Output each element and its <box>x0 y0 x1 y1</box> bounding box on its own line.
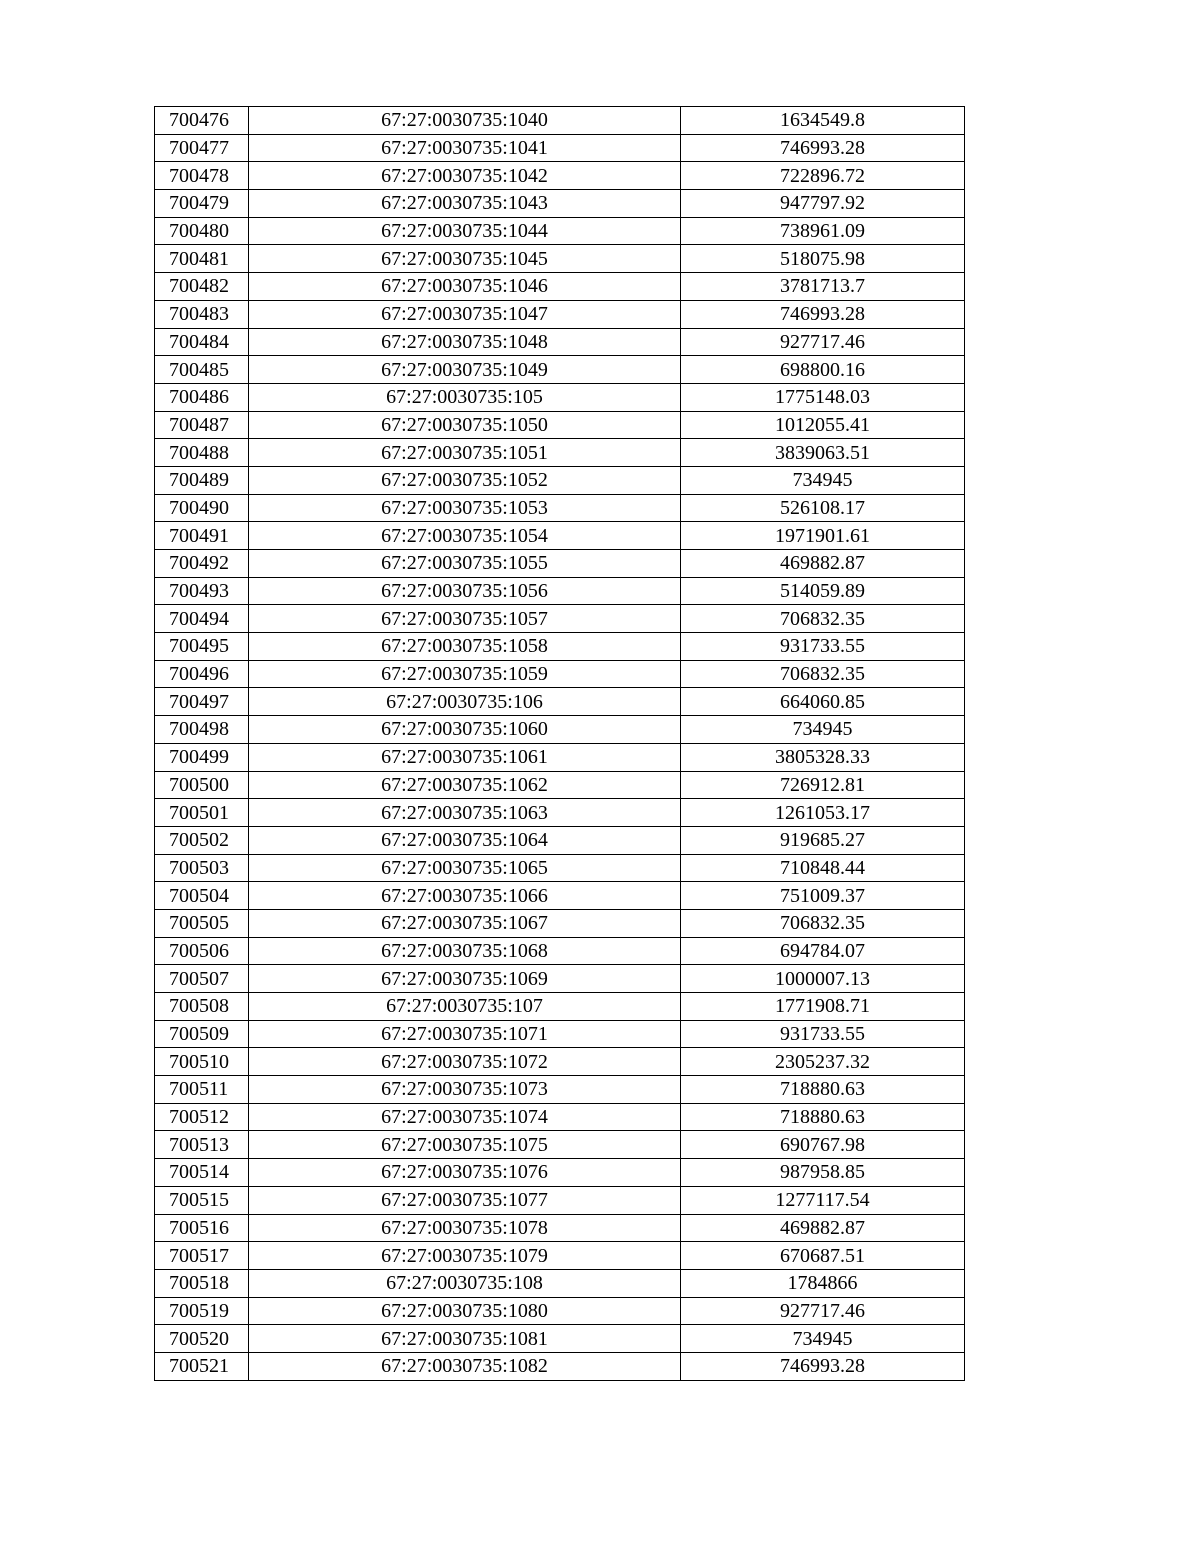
row-number-cell: 700486 <box>155 383 249 411</box>
table-row <box>155 1325 965 1353</box>
table-row <box>155 743 965 771</box>
cadastral-number-cell: 67:27:0030735:1065 <box>249 854 681 882</box>
cadastral-number-cell: 67:27:0030735:1043 <box>249 190 681 218</box>
row-number-cell: 700515 <box>155 1186 249 1214</box>
table-row <box>155 134 965 162</box>
cadastral-value-cell: 3805328.33 <box>681 743 965 771</box>
row-number-cell: 700499 <box>155 743 249 771</box>
cadastral-value-cell: 738961.09 <box>681 217 965 245</box>
cadastral-value-cell: 919685.27 <box>681 826 965 854</box>
table-row <box>155 605 965 633</box>
cadastral-number-cell: 67:27:0030735:1054 <box>249 522 681 550</box>
cadastral-number-cell: 67:27:0030735:1045 <box>249 245 681 273</box>
row-number-cell: 700484 <box>155 328 249 356</box>
row-number-cell: 700502 <box>155 826 249 854</box>
table-row <box>155 633 965 661</box>
cadastral-number-cell: 67:27:0030735:1069 <box>249 965 681 993</box>
cadastral-number-cell: 67:27:0030735:107 <box>249 993 681 1021</box>
cadastral-value-cell: 1261053.17 <box>681 799 965 827</box>
cadastral-value-cell: 718880.63 <box>681 1103 965 1131</box>
table-row <box>155 328 965 356</box>
row-number-cell: 700493 <box>155 577 249 605</box>
cadastral-value-cell: 726912.81 <box>681 771 965 799</box>
row-number-cell: 700510 <box>155 1048 249 1076</box>
row-number-cell: 700482 <box>155 273 249 301</box>
table-row <box>155 522 965 550</box>
cadastral-value-cell: 3839063.51 <box>681 439 965 467</box>
cadastral-number-cell: 67:27:0030735:1062 <box>249 771 681 799</box>
cadastral-number-cell: 67:27:0030735:1047 <box>249 300 681 328</box>
cadastral-value-cell: 706832.35 <box>681 605 965 633</box>
cadastral-value-cell: 1775148.03 <box>681 383 965 411</box>
row-number-cell: 700481 <box>155 245 249 273</box>
cadastral-value-cell: 1000007.13 <box>681 965 965 993</box>
row-number-cell: 700494 <box>155 605 249 633</box>
cadastral-number-cell: 67:27:0030735:1052 <box>249 466 681 494</box>
table-row <box>155 716 965 744</box>
table-row <box>155 466 965 494</box>
table-row <box>155 1297 965 1325</box>
table-row <box>155 383 965 411</box>
row-number-cell: 700516 <box>155 1214 249 1242</box>
table-row <box>155 1186 965 1214</box>
cadastral-value-cell: 3781713.7 <box>681 273 965 301</box>
row-number-cell: 700476 <box>155 107 249 135</box>
row-number-cell: 700480 <box>155 217 249 245</box>
cadastral-value-cell: 698800.16 <box>681 356 965 384</box>
cadastral-value-cell: 718880.63 <box>681 1076 965 1104</box>
row-number-cell: 700479 <box>155 190 249 218</box>
row-number-cell: 700501 <box>155 799 249 827</box>
row-number-cell: 700495 <box>155 633 249 661</box>
table-row <box>155 550 965 578</box>
row-number-cell: 700491 <box>155 522 249 550</box>
cadastral-value-cell: 518075.98 <box>681 245 965 273</box>
cadastral-value-cell: 746993.28 <box>681 134 965 162</box>
row-number-cell: 700514 <box>155 1159 249 1187</box>
cadastral-value-cell: 469882.87 <box>681 550 965 578</box>
cadastral-value-cell: 1277117.54 <box>681 1186 965 1214</box>
cadastral-value-cell: 722896.72 <box>681 162 965 190</box>
cadastral-value-cell: 670687.51 <box>681 1242 965 1270</box>
row-number-cell: 700504 <box>155 882 249 910</box>
cadastral-number-cell: 67:27:0030735:1079 <box>249 1242 681 1270</box>
row-number-cell: 700503 <box>155 854 249 882</box>
cadastral-value-cell: 690767.98 <box>681 1131 965 1159</box>
table-row <box>155 1020 965 1048</box>
cadastral-number-cell: 67:27:0030735:1044 <box>249 217 681 245</box>
cadastral-value-cell: 1634549.8 <box>681 107 965 135</box>
cadastral-number-cell: 67:27:0030735:1040 <box>249 107 681 135</box>
cadastral-number-cell: 67:27:0030735:1066 <box>249 882 681 910</box>
row-number-cell: 700488 <box>155 439 249 467</box>
row-number-cell: 700487 <box>155 411 249 439</box>
table-row <box>155 245 965 273</box>
table-row <box>155 854 965 882</box>
row-number-cell: 700483 <box>155 300 249 328</box>
row-number-cell: 700512 <box>155 1103 249 1131</box>
row-number-cell: 700518 <box>155 1269 249 1297</box>
row-number-cell: 700513 <box>155 1131 249 1159</box>
cadastral-value-cell: 706832.35 <box>681 660 965 688</box>
cadastral-value-cell: 927717.46 <box>681 328 965 356</box>
cadastral-number-cell: 67:27:0030735:1078 <box>249 1214 681 1242</box>
table-row <box>155 1242 965 1270</box>
cadastral-value-cell: 1784866 <box>681 1269 965 1297</box>
cadastral-value-cell: 469882.87 <box>681 1214 965 1242</box>
cadastral-number-cell: 67:27:0030735:106 <box>249 688 681 716</box>
row-number-cell: 700521 <box>155 1352 249 1380</box>
table-row <box>155 1269 965 1297</box>
row-number-cell: 700520 <box>155 1325 249 1353</box>
table-row <box>155 1103 965 1131</box>
cadastral-number-cell: 67:27:0030735:1074 <box>249 1103 681 1131</box>
cadastral-value-cell: 1971901.61 <box>681 522 965 550</box>
cadastral-number-cell: 67:27:0030735:1057 <box>249 605 681 633</box>
cadastral-number-cell: 67:27:0030735:1081 <box>249 1325 681 1353</box>
row-number-cell: 700492 <box>155 550 249 578</box>
row-number-cell: 700496 <box>155 660 249 688</box>
cadastral-number-cell: 67:27:0030735:1046 <box>249 273 681 301</box>
cadastral-value-cell: 2305237.32 <box>681 1048 965 1076</box>
row-number-cell: 700506 <box>155 937 249 965</box>
cadastral-value-cell: 746993.28 <box>681 300 965 328</box>
cadastral-number-cell: 67:27:0030735:1064 <box>249 826 681 854</box>
table-row <box>155 217 965 245</box>
row-number-cell: 700478 <box>155 162 249 190</box>
table-row <box>155 190 965 218</box>
table-row <box>155 993 965 1021</box>
cadastral-value-cell: 1012055.41 <box>681 411 965 439</box>
table-row <box>155 577 965 605</box>
row-number-cell: 700498 <box>155 716 249 744</box>
cadastral-number-cell: 67:27:0030735:1073 <box>249 1076 681 1104</box>
cadastral-number-cell: 67:27:0030735:1071 <box>249 1020 681 1048</box>
row-number-cell: 700497 <box>155 688 249 716</box>
table-row <box>155 300 965 328</box>
row-number-cell: 700508 <box>155 993 249 1021</box>
row-number-cell: 700511 <box>155 1076 249 1104</box>
cadastral-number-cell: 67:27:0030735:1067 <box>249 909 681 937</box>
cadastral-number-cell: 67:27:0030735:1072 <box>249 1048 681 1076</box>
row-number-cell: 700517 <box>155 1242 249 1270</box>
cadastral-number-cell: 67:27:0030735:105 <box>249 383 681 411</box>
cadastral-number-cell: 67:27:0030735:1076 <box>249 1159 681 1187</box>
table-row <box>155 107 965 135</box>
cadastral-number-cell: 67:27:0030735:1058 <box>249 633 681 661</box>
cadastral-number-cell: 67:27:0030735:1050 <box>249 411 681 439</box>
row-number-cell: 700509 <box>155 1020 249 1048</box>
cadastral-number-cell: 67:27:0030735:1080 <box>249 1297 681 1325</box>
table-row <box>155 771 965 799</box>
cadastral-number-cell: 67:27:0030735:1041 <box>249 134 681 162</box>
cadastral-value-cell: 734945 <box>681 466 965 494</box>
row-number-cell: 700507 <box>155 965 249 993</box>
cadastral-value-cell: 751009.37 <box>681 882 965 910</box>
cadastral-number-cell: 67:27:0030735:1063 <box>249 799 681 827</box>
table-body <box>155 107 965 1381</box>
cadastral-value-cell: 931733.55 <box>681 1020 965 1048</box>
table-row <box>155 1076 965 1104</box>
cadastral-value-cell: 694784.07 <box>681 937 965 965</box>
cadastral-number-cell: 67:27:0030735:1053 <box>249 494 681 522</box>
table-row <box>155 799 965 827</box>
cadastral-number-cell: 67:27:0030735:1075 <box>249 1131 681 1159</box>
cadastral-value-cell: 746993.28 <box>681 1352 965 1380</box>
row-number-cell: 700477 <box>155 134 249 162</box>
cadastral-value-cell: 710848.44 <box>681 854 965 882</box>
row-number-cell: 700489 <box>155 466 249 494</box>
cadastral-value-cell: 734945 <box>681 1325 965 1353</box>
table-row <box>155 273 965 301</box>
cadastral-number-cell: 67:27:0030735:1042 <box>249 162 681 190</box>
cadastral-number-cell: 67:27:0030735:1059 <box>249 660 681 688</box>
cadastral-number-cell: 67:27:0030735:1048 <box>249 328 681 356</box>
cadastral-number-cell: 67:27:0030735:1061 <box>249 743 681 771</box>
cadastral-value-cell: 1771908.71 <box>681 993 965 1021</box>
cadastral-value-cell: 931733.55 <box>681 633 965 661</box>
table-row <box>155 909 965 937</box>
table-row <box>155 1131 965 1159</box>
cadastral-value-cell: 927717.46 <box>681 1297 965 1325</box>
cadastral-number-cell: 67:27:0030735:1082 <box>249 1352 681 1380</box>
cadastral-number-cell: 67:27:0030735:1068 <box>249 937 681 965</box>
table-row <box>155 411 965 439</box>
table-row <box>155 1214 965 1242</box>
cadastral-value-cell: 526108.17 <box>681 494 965 522</box>
cadastral-number-cell: 67:27:0030735:1055 <box>249 550 681 578</box>
cadastral-value-cell: 947797.92 <box>681 190 965 218</box>
cadastral-number-cell: 67:27:0030735:108 <box>249 1269 681 1297</box>
table-row <box>155 356 965 384</box>
table-row <box>155 937 965 965</box>
table-row <box>155 965 965 993</box>
cadastral-number-cell: 67:27:0030735:1060 <box>249 716 681 744</box>
cadastral-number-cell: 67:27:0030735:1049 <box>249 356 681 384</box>
cadastral-value-cell: 987958.85 <box>681 1159 965 1187</box>
row-number-cell: 700505 <box>155 909 249 937</box>
row-number-cell: 700485 <box>155 356 249 384</box>
cadastral-value-cell: 514059.89 <box>681 577 965 605</box>
row-number-cell: 700519 <box>155 1297 249 1325</box>
cadastral-value-cell: 734945 <box>681 716 965 744</box>
table-row <box>155 1048 965 1076</box>
cadastral-number-cell: 67:27:0030735:1056 <box>249 577 681 605</box>
cadastral-number-cell: 67:27:0030735:1077 <box>249 1186 681 1214</box>
cadastral-value-cell: 664060.85 <box>681 688 965 716</box>
table-row <box>155 494 965 522</box>
row-number-cell: 700500 <box>155 771 249 799</box>
cadastral-number-cell: 67:27:0030735:1051 <box>249 439 681 467</box>
table-row <box>155 162 965 190</box>
cadastral-value-cell: 706832.35 <box>681 909 965 937</box>
table-row <box>155 688 965 716</box>
table-row <box>155 439 965 467</box>
table-row <box>155 882 965 910</box>
table-row <box>155 1159 965 1187</box>
table-row <box>155 660 965 688</box>
table-row <box>155 826 965 854</box>
row-number-cell: 700490 <box>155 494 249 522</box>
table-row <box>155 1352 965 1380</box>
cadastral-value-table <box>154 106 965 1381</box>
